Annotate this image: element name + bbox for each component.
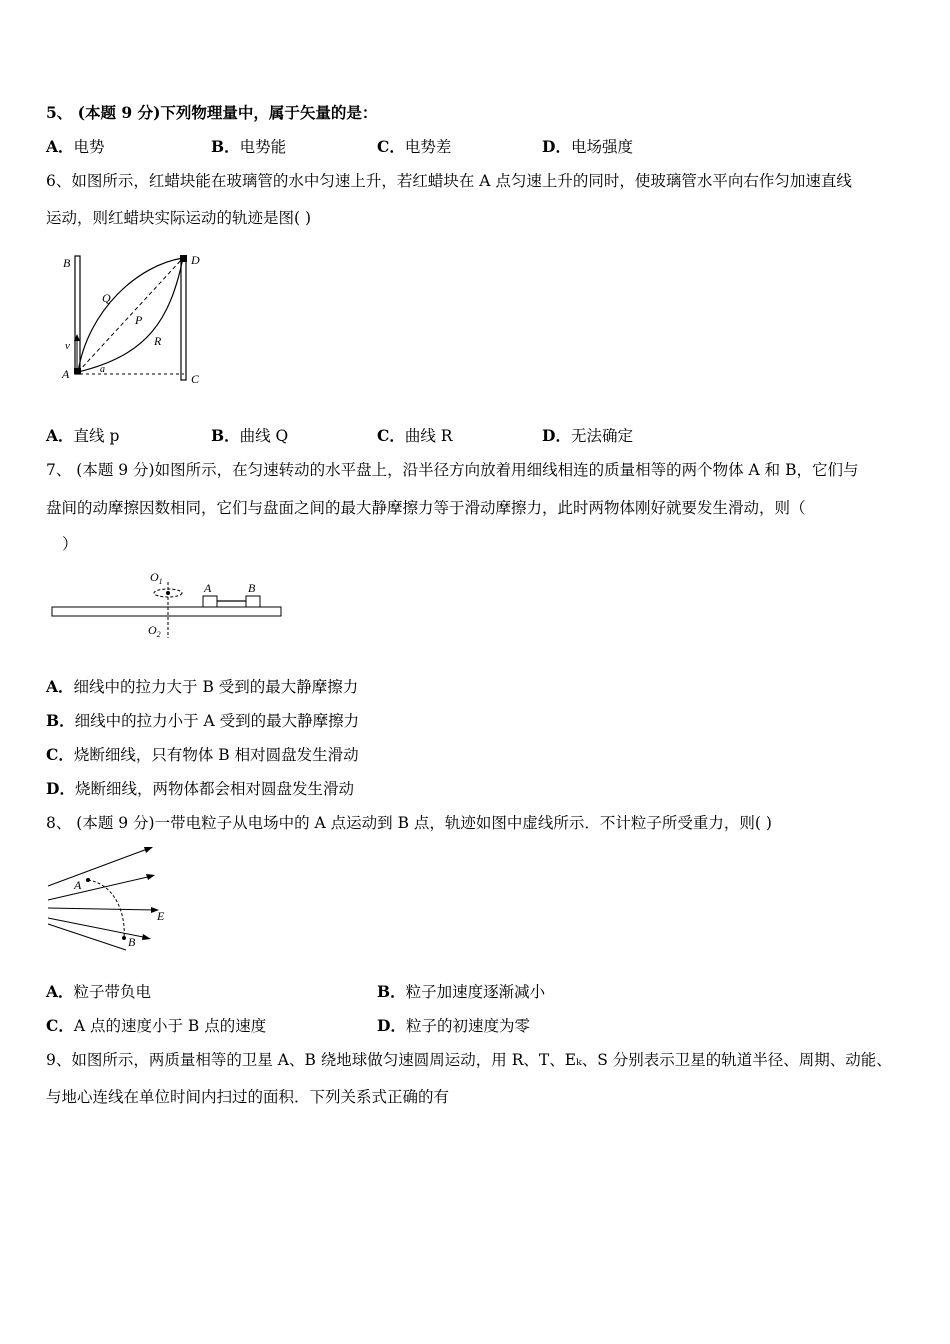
q5-option-a [46,137,105,157]
label-b: B [128,935,136,949]
straight-line-p [78,258,183,372]
q6-option-c [377,426,452,446]
label-p: P [135,313,143,327]
q9-stem-line1: 9、如图所示，两质量相等的卫星 A、B 绕地球做匀速圆周运动，用 R、T、Eₖ、S 分别表示卫星的轨道半径、周期、动能、 [46,1051,892,1069]
q6-stem-line2: 运动，则红蜡块实际运动的轨迹是图( ) [46,209,312,227]
q8-option-c [46,1016,266,1036]
label-alpha: a [100,364,105,375]
option-key: A． [46,982,74,1001]
block-b [246,596,260,607]
disk [52,607,281,616]
option-text: 无法确定 [570,427,633,445]
q9-stem-line2: 与地心连线在单位时间内扫过的面积．下列关系式正确的有 [46,1088,450,1106]
q6-option-d [542,426,633,446]
option-key: D． [542,426,571,445]
q7-option-c [46,745,359,765]
axis-dot [166,591,170,595]
label-r: R [154,334,162,348]
option-text: 曲线 R [404,427,453,445]
q7-stem-line3: ） [62,535,78,553]
q5-option-b [211,137,286,157]
option-key: A． [46,137,74,156]
option-text: 烧断细线，只有物体 B 相对圆盘发生滑动 [73,746,359,764]
q6-figure-wax-block-trajectory [58,250,208,390]
option-key: C． [46,745,74,764]
q5-option-c [377,137,451,157]
q8-stem: 8、 (本题 9 分)一带电粒子从电场中的 A 点运动到 B 点，轨迹如图中虚线所示．不计粒子所受重力，则( ) [46,814,772,832]
q8-figure-electric-field [44,842,184,954]
option-text: 细线中的拉力小于 A 受到的最大静摩擦力 [74,712,360,730]
field-line-2 [48,876,152,900]
q7-option-a [46,677,358,697]
field-arrow-4 [142,934,151,940]
block-a [203,596,217,607]
label-d: D [191,253,200,267]
label-a: A [204,581,212,595]
option-key: B． [211,426,240,445]
q6-option-b [211,426,288,446]
label-q: Q [102,291,111,305]
option-text: 电场强度 [570,138,633,156]
label-v: v [65,340,70,352]
right-glass-tube [181,256,186,380]
option-text: 电势 [73,138,105,156]
field-arrow-2 [146,874,155,880]
label-b: B [63,256,71,270]
point-b [122,936,126,940]
option-key: C． [377,426,405,445]
option-text: A 点的速度小于 B 点的速度 [73,1017,267,1035]
option-text: 粒子的初速度为零 [405,1017,530,1035]
option-text: 电势差 [404,138,452,156]
q6-option-a [46,426,119,446]
option-key: D． [542,137,571,156]
label-o2: $O_2$ [148,623,161,639]
option-key: D． [377,1016,406,1035]
option-key: A． [46,677,74,696]
label-a: A [62,367,70,381]
option-text: 细线中的拉力大于 B 受到的最大静摩擦力 [73,678,359,696]
field-line-5 [48,924,126,950]
option-text: 烧断细线，两物体都会相对圆盘发生滑动 [74,780,354,798]
q8-option-b [377,982,545,1002]
field-arrow-1 [144,847,153,853]
label-c: C [191,372,200,386]
option-text: 粒子带负电 [73,983,152,1001]
option-text: 粒子加速度逐渐减小 [405,983,546,1001]
q7-figure-rotating-disk [50,568,285,643]
point-a [86,878,90,882]
q7-stem-line2: 盘间的动摩擦因数相同，它们与盘面之间的最大静摩擦力等于滑动摩擦力，此时两物体刚好就要发生滑动，则（ [46,499,806,517]
option-text: 曲线 Q [239,427,289,445]
q7-option-b [46,711,359,731]
q6-stem-line1: 6、如图所示，红蜡块能在玻璃管的水中匀速上升，若红蜡块在 A 点匀速上升的同时，使玻璃管水平向右作匀加速直线 [46,172,852,190]
option-text: 电势能 [239,138,287,156]
label-o1: $O_1$ [150,570,163,586]
option-text: 直线 p [73,427,120,445]
label-e: E [157,909,165,923]
field-line-3 [48,908,156,910]
option-key: A． [46,426,74,445]
q5-option-d [542,137,633,157]
q8-option-d [377,1016,530,1036]
option-key: B． [211,137,240,156]
q5-stem: 5、 (本题 9 分)下列物理量中，属于矢量的是： [46,103,378,122]
q7-stem-line1: 7、 (本题 9 分)如图所示，在匀速转动的水平盘上，沿半径方向放着用细线相连的质量相等的两个物体 A 和 B，它们与 [46,461,859,479]
q7-option-d [46,779,354,799]
option-key: C． [46,1016,74,1035]
option-key: B． [377,982,406,1001]
option-key: B． [46,711,75,730]
label-a: A [74,878,82,892]
option-key: C． [377,137,405,156]
label-b: B [248,581,256,595]
q8-option-a [46,982,151,1002]
option-key: D． [46,779,75,798]
